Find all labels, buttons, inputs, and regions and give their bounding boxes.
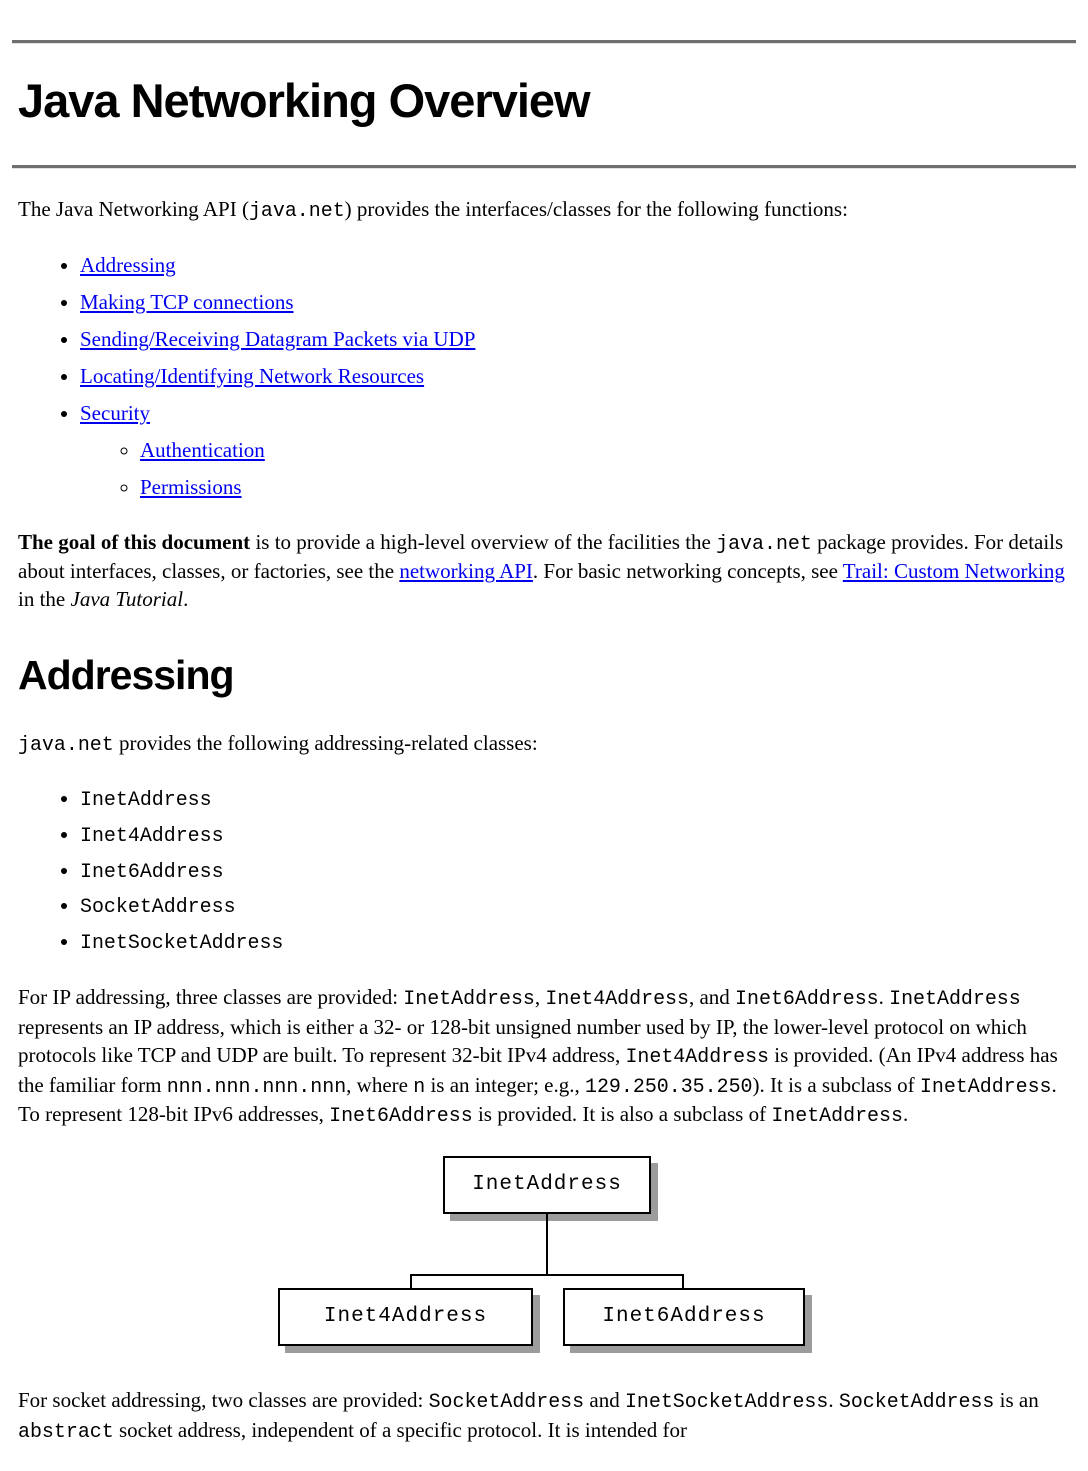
class-list-item xyxy=(80,927,1076,957)
inline-code: Inet4Address xyxy=(545,986,689,1010)
inline-code: n xyxy=(413,1074,426,1098)
class-name: Inet6Address xyxy=(80,859,224,883)
text-run: For socket addressing, two classes are provided: xyxy=(18,1387,429,1412)
addressing-lead-paragraph xyxy=(18,729,1070,759)
class-name: Inet4Address xyxy=(80,823,224,847)
text-run: . xyxy=(902,1102,909,1127)
toc-link[interactable]: Authentication xyxy=(140,438,265,463)
diagram-box-inet6address xyxy=(563,1288,805,1346)
toc-link[interactable]: Locating/Identifying Network Resources xyxy=(80,364,425,389)
text-run: is provided. It is also a subclass of xyxy=(472,1102,772,1127)
toc-link[interactable]: Making TCP connections xyxy=(80,289,294,314)
text-run: For IP addressing, three classes are provided: xyxy=(18,984,404,1009)
toc-sublist xyxy=(80,436,1076,501)
class-list xyxy=(12,784,1076,957)
text-run: . For basic networking concepts, see xyxy=(532,559,843,584)
diagram-label-inetaddress: InetAddress xyxy=(472,1172,622,1196)
diagram-label-inet4address: Inet4Address xyxy=(323,1304,488,1328)
inline-link[interactable]: Trail: Custom Networking xyxy=(842,559,1065,584)
text-run: , and xyxy=(688,984,736,1009)
diagram-connector-horizontal xyxy=(410,1274,684,1276)
class-list-item xyxy=(80,856,1076,886)
inline-code: java.net xyxy=(716,531,812,555)
inline-code: InetAddress xyxy=(403,986,535,1010)
ip-addressing-paragraph xyxy=(18,983,1070,1130)
text-run: package provides. For details about interfaces, classes, or factories, see the xyxy=(18,529,1064,584)
section-heading-addressing: Addressing xyxy=(18,651,234,698)
title-rule xyxy=(12,165,1076,169)
text-run: is provided. (An IPv4 address has the familiar form xyxy=(18,1042,1058,1097)
inline-code: Inet6Address xyxy=(735,986,879,1010)
inline-code: java.net xyxy=(18,732,114,756)
class-name: SocketAddress xyxy=(80,895,236,919)
class-list-item xyxy=(80,820,1076,850)
text-run: provides the following addressing-related classes: xyxy=(113,730,538,755)
goal-paragraph xyxy=(18,528,1070,614)
diagram-box-inetaddress xyxy=(443,1156,651,1214)
text-run: , xyxy=(534,984,546,1009)
toc-link[interactable]: Permissions xyxy=(140,475,242,500)
inline-code: InetSocketAddress xyxy=(624,1389,829,1413)
text-run: socket address, independent of a specific protocol. It is intended for xyxy=(113,1417,687,1442)
toc-list xyxy=(12,251,1076,502)
text-run: is to provide a high-level overview of the facilities the xyxy=(250,529,717,554)
text-run: , where xyxy=(346,1072,414,1097)
inetaddress-hierarchy-diagram xyxy=(278,1156,818,1358)
intro-paragraph xyxy=(18,195,1070,225)
text-run: ) provides the interfaces/classes for the following functions: xyxy=(344,196,848,221)
toc-item xyxy=(80,251,1076,279)
text-run: . To represent 128-bit IPv6 addresses, xyxy=(18,1072,1057,1127)
text-run: is an integer; e.g., xyxy=(425,1072,585,1097)
inline-code: InetAddress xyxy=(771,1104,903,1128)
toc-item xyxy=(80,399,1076,501)
toc-link[interactable]: Sending/Receiving Datagram Packets via UDP xyxy=(80,326,476,351)
inline-code: abstract xyxy=(18,1419,114,1443)
inline-code: SocketAddress xyxy=(838,1389,995,1413)
inline-code: SocketAddress xyxy=(428,1389,585,1413)
inline-code: nnn.nnn.nnn.nnn xyxy=(166,1074,347,1098)
text-run: represents an IP address, which is either a 32- or 128-bit unsigned number used by IP, the lower-level protocol on which protocols like TCP and UDP are built. To represent 32-bit IPv4 address, xyxy=(18,1014,1027,1067)
page-title: Java Networking Overview xyxy=(18,74,590,127)
inline-code: InetAddress xyxy=(919,1074,1052,1098)
inline-code: 129.250.35.250 xyxy=(585,1074,753,1098)
socket-addressing-paragraph xyxy=(18,1386,1070,1445)
text-run: and xyxy=(584,1387,625,1412)
text-run: The Java Networking API ( xyxy=(18,196,249,221)
text-run: . xyxy=(878,984,890,1009)
toc-subitem xyxy=(140,436,1076,464)
text-run: in the xyxy=(18,587,71,612)
toc-link[interactable]: Security xyxy=(80,401,150,426)
toc-link[interactable]: Addressing xyxy=(80,252,176,277)
toc-subitem xyxy=(140,473,1076,501)
inline-code: java.net xyxy=(248,198,345,222)
text-run: is an xyxy=(994,1387,1039,1412)
toc-item xyxy=(80,325,1076,353)
inline-code: Inet6Address xyxy=(329,1104,473,1128)
class-list-item xyxy=(80,784,1076,814)
diagram-label-inet6address: Inet6Address xyxy=(602,1304,766,1328)
top-rule xyxy=(12,40,1076,44)
text-run: . xyxy=(183,587,189,612)
bold-text: The goal of this document xyxy=(18,529,251,554)
inline-code: Inet4Address xyxy=(625,1044,770,1068)
toc-item xyxy=(80,362,1076,390)
text-run: ). It is a subclass of xyxy=(752,1072,920,1097)
italic-text: Java Tutorial xyxy=(70,587,184,612)
toc-item xyxy=(80,288,1076,316)
class-list-item xyxy=(80,891,1076,921)
inline-link[interactable]: networking API xyxy=(399,559,533,584)
diagram-connector-stem xyxy=(546,1214,548,1274)
class-name: InetAddress xyxy=(80,788,212,812)
inline-code: InetAddress xyxy=(889,986,1021,1010)
text-run: . xyxy=(828,1387,839,1412)
diagram-box-inet4address xyxy=(278,1288,533,1346)
class-name: InetSocketAddress xyxy=(80,931,284,955)
